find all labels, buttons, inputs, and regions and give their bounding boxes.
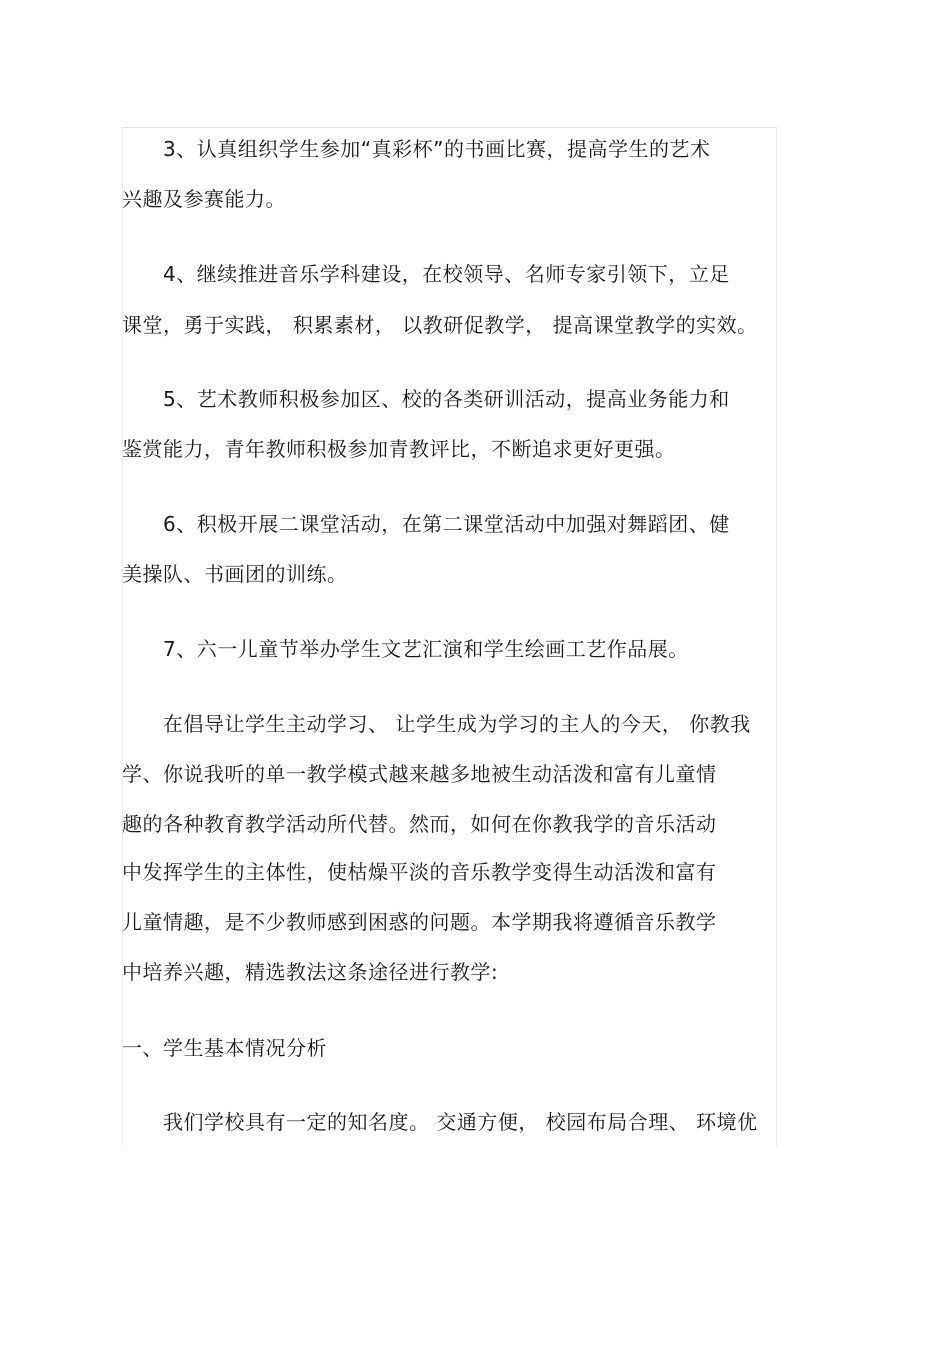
item-6-line-1: 6、积极开展二课堂活动，在第二课堂活动中加强对舞蹈团、健	[163, 512, 730, 536]
paragraph-line-1: 在倡导让学生主动学习、 让学生成为学习的主人的今天， 你教我	[163, 712, 751, 736]
item-5-line-2: 鉴赏能力，青年教师积极参加青教评比，不断追求更好更强。	[122, 437, 676, 461]
section-paragraph-line-1: 我们学校具有一定的知名度。 交通方便， 校园布局合理、 环境优	[163, 1110, 758, 1134]
item-6-line-2: 美操队、书画团的训练。	[122, 562, 348, 586]
item-7-line-1: 7、六一儿童节举办学生文艺汇演和学生绘画工艺作品展。	[163, 637, 689, 661]
paragraph-line-4: 中发挥学生的主体性，使枯燥平淡的音乐教学变得生动活泼和富有	[122, 860, 717, 884]
item-3-line-2: 兴趣及参赛能力。	[122, 187, 286, 211]
item-3-line-1: 3、认真组织学生参加“真彩杯”的书画比赛，提高学生的艺术	[163, 137, 711, 161]
paragraph-line-5: 儿童情趣，是不少教师感到困惑的问题。本学期我将遵循音乐教学	[122, 910, 717, 934]
paragraph-line-3: 趣的各种教育教学活动所代替。然而，如何在你教我学的音乐活动	[122, 812, 717, 836]
paragraph-line-2: 学、你说我听的单一教学模式越来越多地被生动活泼和富有儿童情	[122, 762, 717, 786]
item-4-line-1: 4、继续推进音乐学科建设，在校领导、名师专家引领下，立足	[163, 262, 730, 286]
section-heading: 一、学生基本情况分析	[122, 1036, 327, 1060]
item-4-line-2: 课堂，勇于实践， 积累素材， 以教研促教学， 提高课堂教学的实效。	[122, 313, 758, 337]
item-5-line-1: 5、艺术教师积极参加区、校的各类研训活动，提高业务能力和	[163, 387, 730, 411]
paragraph-line-6: 中培养兴趣，精选教法这条途径进行教学:	[122, 960, 499, 984]
